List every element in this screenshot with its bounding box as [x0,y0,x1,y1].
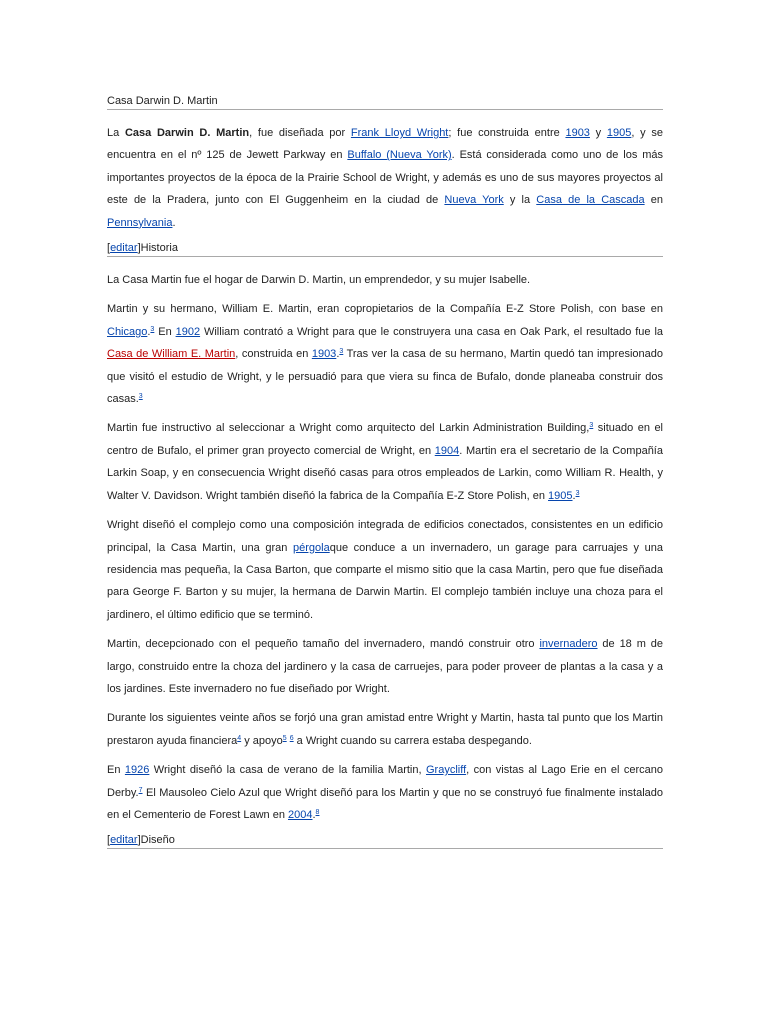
paragraph-hermano [107,298,663,410]
text: . [172,216,176,229]
link-1905[interactable]: 1905 [548,489,573,502]
bracket: [ [107,834,111,847]
text: Martin y su hermano, William E. Martin, eran copropietarios de la Compañía E-Z Store Polish, con base en [107,303,663,316]
text: . Está considerada como uno de los más importantes proyectos de la época de la Prairie School de Wright, y además es uno de sus mayores proyectos al este de la Pradera, junto con El Guggenheim en la ciudad de [107,149,663,207]
link-1903[interactable]: 1903 [311,348,337,361]
footnote-ref[interactable] [139,393,143,400]
text: William contrató a Wright para que le construyera una casa en Oak Park, el resultado fue la [200,325,663,338]
footnote-link[interactable]: 5 [282,734,287,742]
link-2004[interactable]: 2004 [288,808,313,821]
paragraph-invernadero [107,633,663,700]
text: y la [503,194,537,207]
link-buffalo[interactable]: Buffalo (Nueva York) [347,149,452,162]
footnote-ref[interactable] [316,809,320,816]
link-1926[interactable]: 1926 [124,764,150,777]
text: Martin fue instructivo al seleccionar a Wright como arquitecto del Larkin Administration Building, [107,422,590,435]
link-pennsylvania[interactable]: Pennsylvania [107,216,173,229]
paragraph-graycliff [107,759,663,826]
bold-title: Casa Darwin D. Martin [124,127,250,139]
paragraph-intro [107,122,663,234]
paragraph-complejo [107,514,663,626]
paragraph-larkin [107,417,663,507]
footnote-link[interactable]: 3 [339,348,344,356]
text: Tras ver la casa de su hermano, Martin quedó tan impresionado que visitó el estudio de Wright, y le persuadió para que viera su finca de Bufalo, donde planeaba construir dos casas. [107,348,663,406]
link-casa-william-martin[interactable]: Casa de William E. Martin [107,348,236,361]
footnote-link[interactable]: 8 [315,808,320,816]
text: Durante los siguientes veinte años se forjó una gran amistad entre Wright y Martin, hasta tal punto que los Martin prestaron ayuda financiera [107,712,663,747]
footnote-link[interactable]: 3 [575,489,580,497]
text: Wright diseñó la casa de verano de la familia Martin, [149,764,426,777]
text: ; fue construida entre [448,127,566,139]
link-invernadero[interactable]: invernadero [539,638,598,651]
text: a Wright cuando su carrera estaba despegando. [293,734,532,747]
text: El Mausoleo Cielo Azul que Wright diseñó para los Martin y que no se construyó fue finalmente instalado en el Cementerio de Forest Lawn en [107,786,663,821]
link-pergola[interactable]: pérgola [293,541,330,554]
footnote-link[interactable]: 3 [138,393,143,401]
text: y apoyo [241,734,283,747]
text: que conduce a un invernadero, un garage para carruajes y una residencia mas pequeña, la Casa Barton, que comparte el mismo sitio que la casa Martin, pero que fue diseñada para George F. Barton y su mujer, la hermana de Darwin Martin. El complejo también incluye una choza para el jardinero, el último edificio que se terminó. [107,541,663,621]
section-heading-historia [107,241,663,257]
footnote-link[interactable]: 3 [589,422,594,430]
footnote-link[interactable]: 3 [150,325,155,333]
footnote-link[interactable]: 4 [237,734,242,742]
bracket: [ [107,242,111,255]
link-nueva-york[interactable]: Nueva York [444,194,504,207]
footnote-ref[interactable] [576,490,580,497]
page-title: Casa Darwin D. Martin [107,94,663,110]
section-label: Diseño [140,834,175,847]
text: En [154,325,176,338]
text: , y se encuentra en el nº 125 de Jewett Parkway en [107,127,663,162]
text: de 18 m de largo, construido entre la choza del jardinero y la casa de carruejes, para poder proveer de plantas a la casa y a los jardines. Este invernadero no fue diseñado por Wright. [107,638,663,695]
section-label: Historia [140,242,178,255]
footnote-link[interactable]: 6 [289,734,294,742]
footnote-link[interactable]: 7 [138,786,143,794]
edit-link-diseno[interactable]: editar [110,834,138,847]
edit-link-historia[interactable]: editar [110,242,138,255]
link-1904[interactable]: 1904 [434,444,460,457]
link-1903[interactable]: 1903 [565,127,590,139]
link-graycliff[interactable]: Graycliff [425,764,467,777]
text: , fue diseñada por [249,127,351,139]
link-casa-de-la-cascada[interactable]: Casa de la Cascada [536,194,645,207]
article [107,94,663,861]
text: situado en el centro de Bufalo, el primer gran proyecto comercial de Wright, en [107,422,664,457]
text: , construida en [235,348,312,361]
text: Wright diseñó el complejo como una composición integrada de edificios conectados, consistentes en un edificio principal, la Casa Martin, una gran [107,519,663,554]
bracket: ] [137,834,141,847]
text: . [572,489,576,502]
text: . [147,325,151,338]
text: . [312,808,316,821]
paragraph-hogar: La Casa Martin fue el hogar de Darwin D. Martin, un emprendedor, y su mujer Isabelle. [107,274,531,287]
section-heading-diseno [107,833,663,849]
text: La [107,127,125,139]
bracket: ] [137,242,141,255]
text: Martin, decepcionado con el pequeño tamaño del invernadero, mandó construir otro [107,638,540,651]
link-1905[interactable]: 1905 [606,127,632,139]
text: y [589,127,607,139]
text: . [336,348,340,361]
text: , con vistas al Lago Erie en el cercano Derby. [107,764,664,799]
link-1902[interactable]: 1902 [175,325,201,338]
link-frank-lloyd-wright[interactable]: Frank Lloyd Wright [350,127,449,139]
text: En [107,764,125,777]
link-chicago[interactable]: Chicago [107,325,148,338]
text: . Martin era el secretario de la Compañía Larkin Soap, y en consecuencia Wright diseñó casas para otros empleados de Larkin, como William R. Health, y Walter V. Davidson. Wright también diseñó la fabrica de la Compañía E-Z Store Polish, en [107,444,663,502]
paragraph-amistad [107,707,663,752]
text: en [644,194,663,207]
